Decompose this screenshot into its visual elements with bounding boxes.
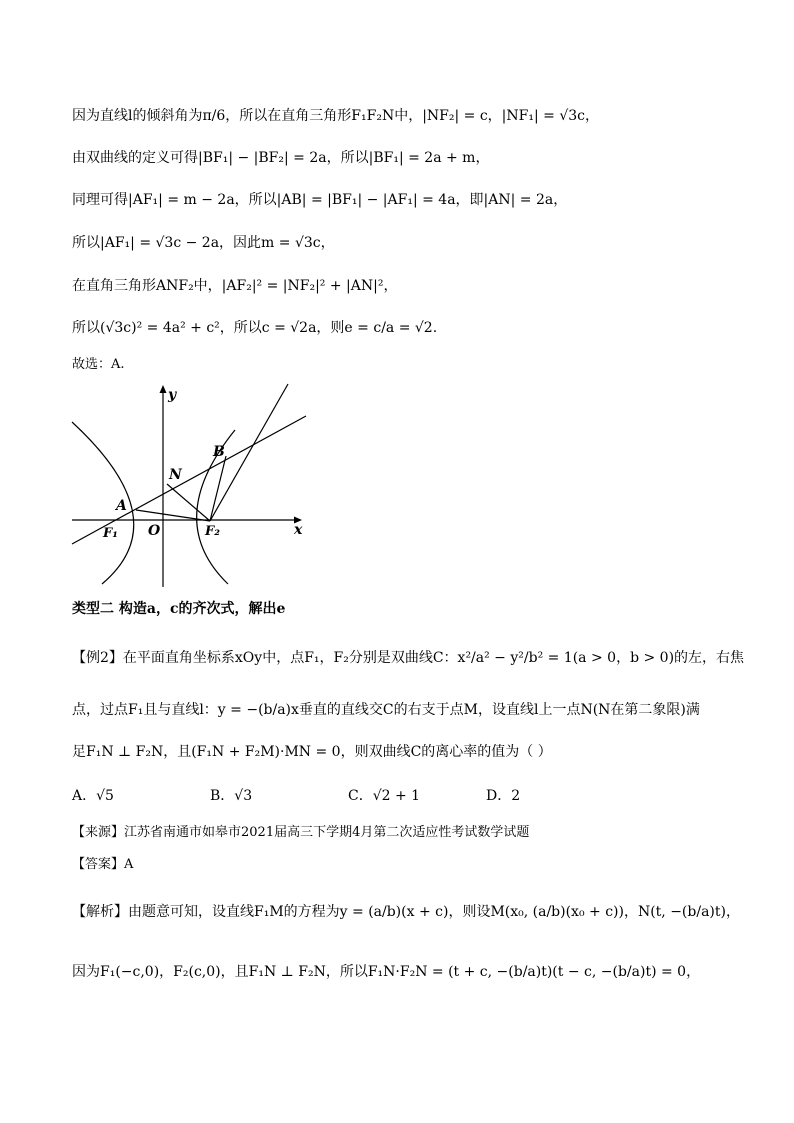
label-x: x: [294, 522, 303, 538]
label-a: A: [116, 498, 127, 514]
option-c: C．√2 + 1: [348, 788, 421, 804]
analysis-line-2: 因为F₁(−c,0)，F₂(c,0)，且F₁N ⊥ F₂N，所以F₁N·F₂N = (t + c, −(b/a)t)(t − c, −(b/a)t) = 0，: [72, 964, 701, 980]
label-b: B: [213, 444, 225, 460]
option-a: A．√5: [72, 788, 114, 804]
label-o: O: [148, 523, 161, 539]
y-axis-arrow: [160, 385, 167, 393]
solution-line-5: 在直角三角形ANF₂中，|AF₂|² = |NF₂|² + |AN|²，: [72, 278, 398, 294]
example-line-3: 足F₁N ⊥ F₂N，且(F₁N + F₂M)·MN = 0，则双曲线C的离心率的值为（ ）: [72, 744, 552, 760]
hyperbola-figure: [70, 382, 310, 592]
answer-choice-line: 故选：A.: [72, 357, 125, 372]
example-line-1: 【例2】在平面直角坐标系xOy中，点F₁，F₂分别是双曲线C：x²/a² − y²/b² = 1(a > 0，b > 0)的左，右焦: [72, 650, 745, 666]
segment-bf2: [210, 456, 226, 521]
label-n: N: [169, 467, 182, 483]
label-f2: F₂: [205, 524, 220, 539]
solution-line-6: 所以(√3c)² = 4a² + c²，所以c = √2a，则e = c/a = √2.: [72, 320, 438, 336]
solution-line-3: 同理可得|AF₁| = m − 2a，所以|AB| = |BF₁| − |AF₁| = 4a，即|AN| = 2a，: [72, 192, 568, 208]
option-d: D．2: [486, 788, 521, 804]
solution-line-2: 由双曲线的定义可得|BF₁| − |BF₂| = 2a，所以|BF₁| = 2a + m，: [72, 150, 490, 166]
option-b: B．√3: [210, 788, 253, 804]
source-line: 【来源】江苏省南通市如皋市2021届高三下学期4月第二次适应性考试数学试题: [72, 825, 530, 840]
example-line-2: 点，过点F₁且与直线l：y = −(b/a)x垂直的直线交C的右支于点M，设直线l上一点N(N在第二象限)满: [72, 702, 700, 718]
answer-line: 【答案】A: [72, 857, 134, 872]
line-l: [72, 416, 306, 544]
solution-line-1: 因为直线l的倾斜角为π/6，所以在直角三角形F₁F₂N中，|NF₂| = c，|NF₁| = √3c，: [72, 108, 599, 124]
analysis-line-1: 【解析】由题意可知，设直线F₁M的方程为y = (a/b)(x + c)，则设M(x₀, (a/b)(x₀ + c))，N(t, −(b/a)t)，: [72, 904, 740, 920]
section-heading: 类型二 构造a，c的齐次式，解出e: [72, 601, 286, 617]
label-y: y: [168, 387, 177, 403]
label-f1: F₁: [103, 526, 118, 541]
solution-line-4: 所以|AF₁| = √3c − 2a，因此m = √3c，: [72, 235, 335, 251]
